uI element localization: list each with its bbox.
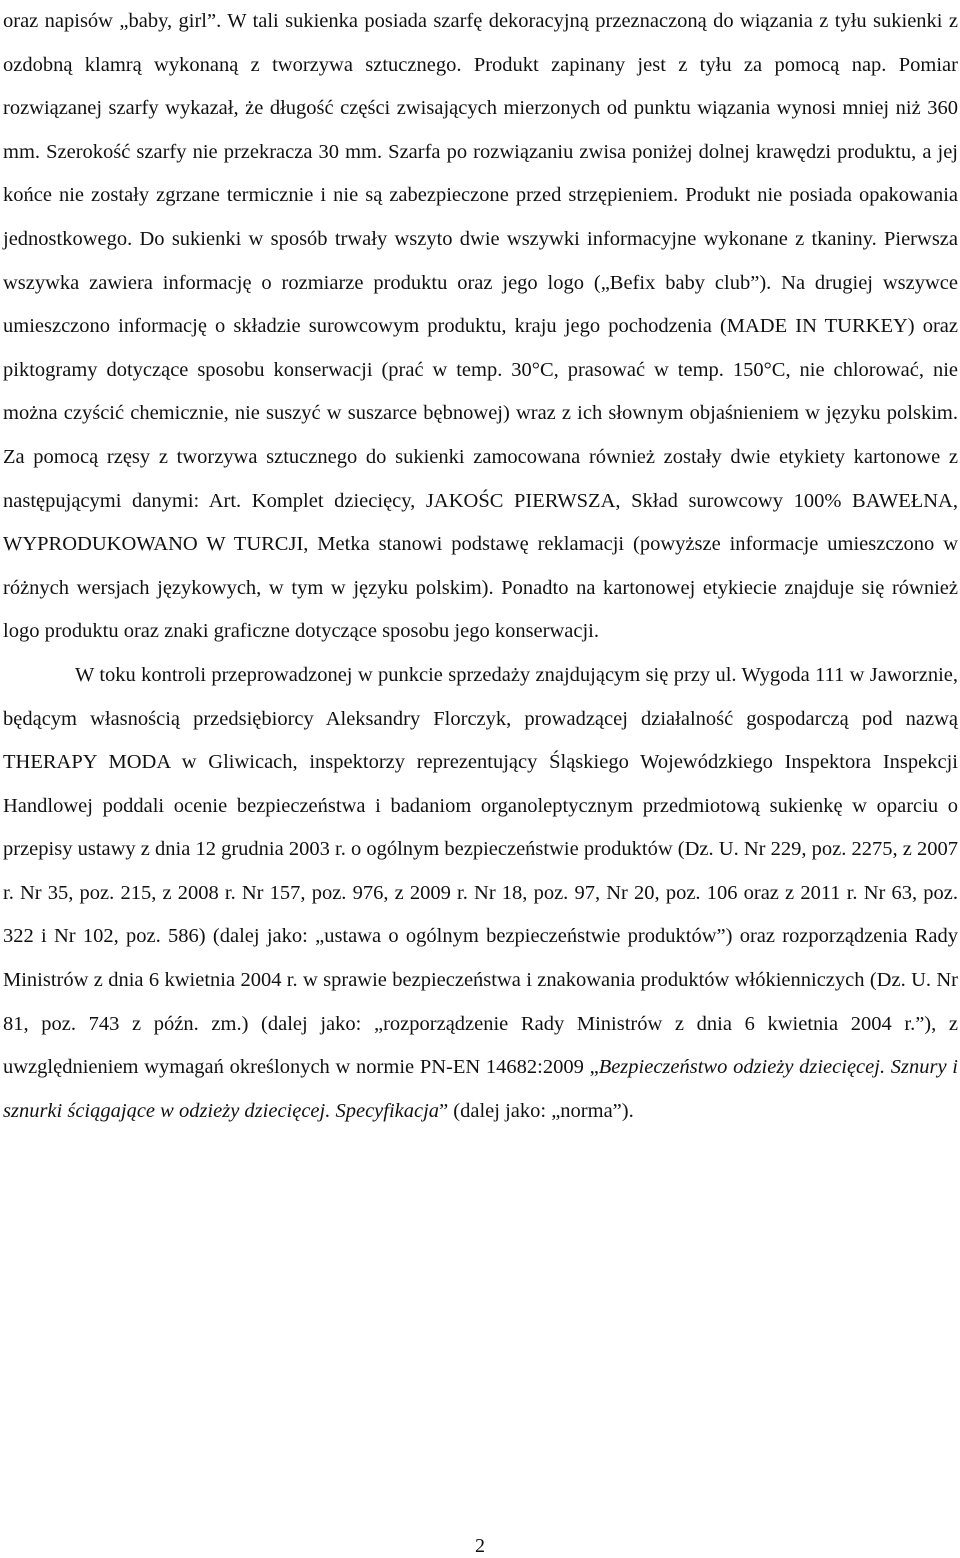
- standard-title-italic: Bezpieczeństwo odzieży dziecięcej. Sznury i sznurki ściągające w odzieży dziecięcej. Specyfikacja: [3, 1056, 959, 1122]
- document-page: [3, 0, 958, 1133]
- page-number: 2: [475, 1535, 485, 1557]
- paragraph-product-description: oraz napisów „baby, girl”. W tali sukienka posiada szarfę dekoracyjną przeznaczoną do wiązania z tyłu sukienki z ozdobną klamrą wykonaną z tworzywa sztucznego. Produkt zapinany jest z tyłu za pomocą nap. Pomiar rozwiązanej szarfy wykazał, że długość części zwisających mierzonych od punktu wiązania wynosi mniej niż 360 mm. Szerokość szarfy nie przekracza 30 mm. Szarfa po rozwiązaniu zwisa poniżej dolnej krawędzi produktu, a jej końce nie zostały zgrzane termicznie i nie są zabezpieczone przed strzępieniem. Produkt nie posiada opakowania jednostkowego. Do sukienki w sposób trwały wszyto dwie wszywki informacyjne wykonane z tkaniny. Pierwsza wszywka zawiera informację o rozmiarze produktu oraz jego logo („Befix baby club”). Na drugiej wszywce umieszczono informację o składzie surowcowym produktu, kraju jego pochodzenia (MADE IN TURKEY) oraz piktogramy dotyczące sposobu konserwacji (prać w temp. 30°C, prasować w temp. 150°C, nie chlorować, nie można czyścić chemicznie, nie suszyć w suszarce bębnowej) wraz z ich słownym objaśnieniem w języku polskim. Za pomocą rzęsy z tworzywa sztucznego do sukienki zamocowana również zostały dwie etykiety kartonowe z następującymi danymi: Art. Komplet dziecięcy, JAKOŚC PIERWSZA, Skład surowcowy 100% BAWEŁNA, WYPRODUKOWANO W TURCJI, Metka stanowi podstawę reklamacji (powyższe informacje umieszczono w różnych wersjach językowych, w tym w języku polskim). Ponadto na kartonowej etykiecie znajduje się również logo produktu oraz znaki graficzne dotyczące sposobu jego konserwacji.: [3, 10, 958, 643]
- inspection-text-end: ” (dalej jako: „norma”).: [439, 1099, 634, 1122]
- paragraph-inspection: [3, 654, 958, 1134]
- inspection-text: W toku kontroli przeprowadzonej w punkcie sprzedaży znajdującym się przy ul. Wygoda 111 w Jaworznie, będącym własnością przedsiębiorcy Aleksandry Florczyk, prowadzącej działalność gospodarczą pod nazwą THERAPY MODA w Gliwicach, inspektorzy reprezentujący Śląskiego Wojewódzkiego Inspektora Inspekcji Handlowej poddali ocenie bezpieczeństwa i badaniom organoleptycznym przedmiotową sukienkę w oparciu o przepisy ustawy z dnia 12 grudnia 2003 r. o ogólnym bezpieczeństwie produktów (Dz. U. Nr 229, poz. 2275, z 2007 r. Nr 35, poz. 215, z 2008 r. Nr 157, poz. 976, z 2009 r. Nr 18, poz. 97, Nr 20, poz. 106 oraz z 2011 r. Nr 63, poz. 322 i Nr 102, poz. 586) (dalej jako: „ustawa o ogólnym bezpieczeństwie produktów”) oraz rozporządzenia Rady Ministrów z dnia 6 kwietnia 2004 r. w sprawie bezpieczeństwa i znakowania produktów włókienniczych (Dz. U. Nr 81, poz. 743 z późn. zm.) (dalej jako: „rozporządzenie Rady Ministrów z dnia 6 kwietnia 2004 r.”), z uwzględnieniem wymagań określonych w normie PN-EN 14682:2009 „: [3, 663, 958, 1079]
